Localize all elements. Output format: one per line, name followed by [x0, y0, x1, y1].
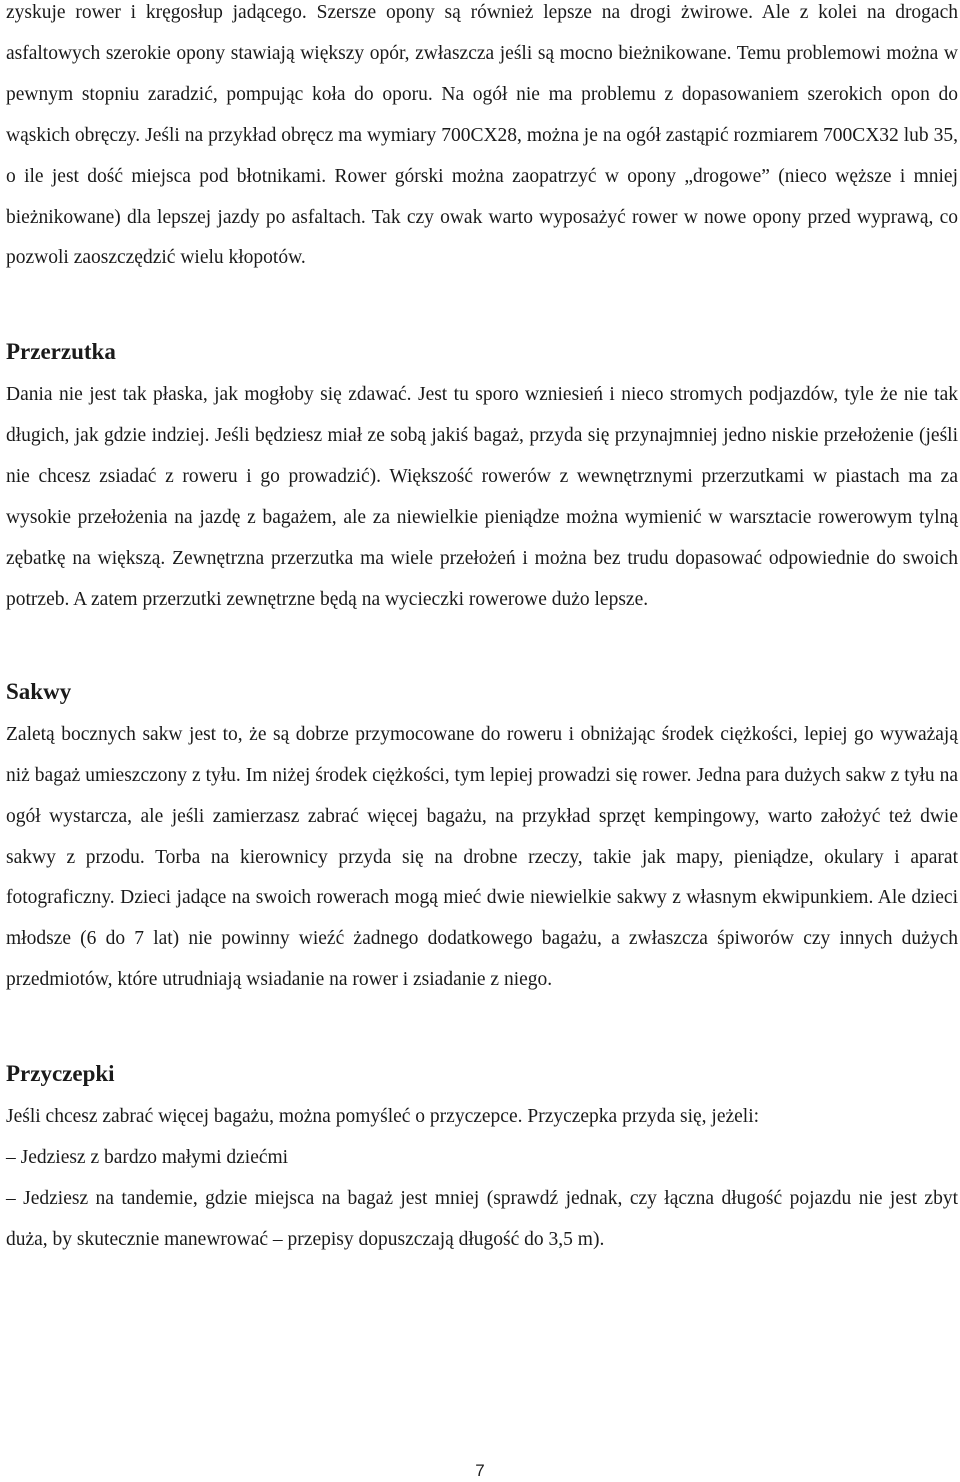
paragraph-przerzutka: Dania nie jest tak płaska, jak mogłoby się zdawać. Jest tu sporo wzniesień i nieco stromych podjazdów, tyle że nie tak długich, jak gdzie indziej. Jeśli będziesz miał ze sobą jakiś bagaż, przyda się przynajmniej jedno niskie przełożenie (jeśli nie chcesz zsiadać z roweru i go prowadzić). Większość rowerów z wewnętrznymi przerzutkami w piastach ma za wysokie przełożenia na jazdę z bagażem, ale za niewielkie pieniądze można wymienić w warsztacie rowerowym tylną zębatkę na większą. Zewnętrzna przerzutka ma wiele przełożeń i można bez trudu dopasować odpowiednie do swoich potrzeb. A zatem przerzutki zewnętrzne będą na wycieczki rowerowe dużo lepsze. [6, 384, 958, 610]
section-heading-przyczepki: Przyczepki [6, 1061, 115, 1087]
list-item: – Jedziesz na tandemie, gdzie miejsca na bagaż jest mniej (sprawdź jednak, czy łączna długość pojazdu nie jest zbyt duża, by skutecznie manewrować – przepisy dopuszczają długość do 3,5 m). [6, 1187, 958, 1250]
section-przerzutka [6, 337, 958, 620]
section-przyczepki [6, 1059, 958, 1261]
list-item: – Jedziesz z bardzo małymi dziećmi [6, 1147, 289, 1169]
przyczepki-list [6, 1138, 958, 1261]
document-page [6, 0, 958, 1261]
page-number: 7 [475, 1461, 485, 1480]
section-sakwy [6, 677, 958, 1001]
section-heading-przerzutka: Przerzutka [6, 339, 116, 365]
paragraph-sakwy: Zaletą bocznych sakw jest to, że są dobrze przymocowane do roweru i obniżając środek ciężkości, lepiej go wyważają niż bagaż umieszczony z tyłu. Im niżej środek ciężkości, tym lepiej prowadzi się rower. Jedna para dużych sakw z tyłu na ogół wystarcza, ale jeśli zamierzasz zabrać więcej bagażu, na przykład sprzęt kempingowy, warto założyć też dwie sakwy z przodu. Torba na kierownicy przyda się na drobne rzeczy, takie jak mapy, pieniądze, okulary i aparat fotograficzny. Dzieci jadące na swoich rowerach mogą mieć dwie niewielkie sakwy z własnym ekwipunkiem. Ale dzieci młodsze (6 do 7 lat) nie powinny wieźć żadnego dodatkowego bagażu, a zwłaszcza śpiworów czy innych dużych przedmiotów, które utrudniają wsiadanie na rower i zsiadanie z niego. [6, 723, 958, 991]
paragraph-przyczepki: Jeśli chcesz zabrać więcej bagażu, można pomyśleć o przyczepce. Przyczepka przyda się, jeżeli: [6, 1106, 760, 1128]
intro-paragraph: zyskuje rower i kręgosłup jadącego. Szersze opony są również lepsze na drogi żwirowe. Ale z kolei na drogach asfaltowych szerokie opony stawiają większy opór, zwłaszcza jeśli są mocno bieżnikowane. Temu problemowi można w pewnym stopniu zaradzić, pompując koła do oporu. Na ogół nie ma problemu z dopasowaniem szerokich opon do wąskich obręczy. Jeśli na przykład obręcz ma wymiary 700CX28, można je na ogół zastąpić rozmiarem 700CX32 lub 35, o ile jest dość miejsca pod błotnikami. Rower górski można zaopatrzyć w opony „drogowe” (nieco węższe i mniej bieżnikowane) dla lepszej jazdy po asfaltach. Tak czy owak warto wyposażyć rower w nowe opony przed wyprawą, co pozwoli zaoszczędzić wielu kłopotów. [6, 2, 958, 269]
section-heading-sakwy: Sakwy [6, 678, 72, 704]
